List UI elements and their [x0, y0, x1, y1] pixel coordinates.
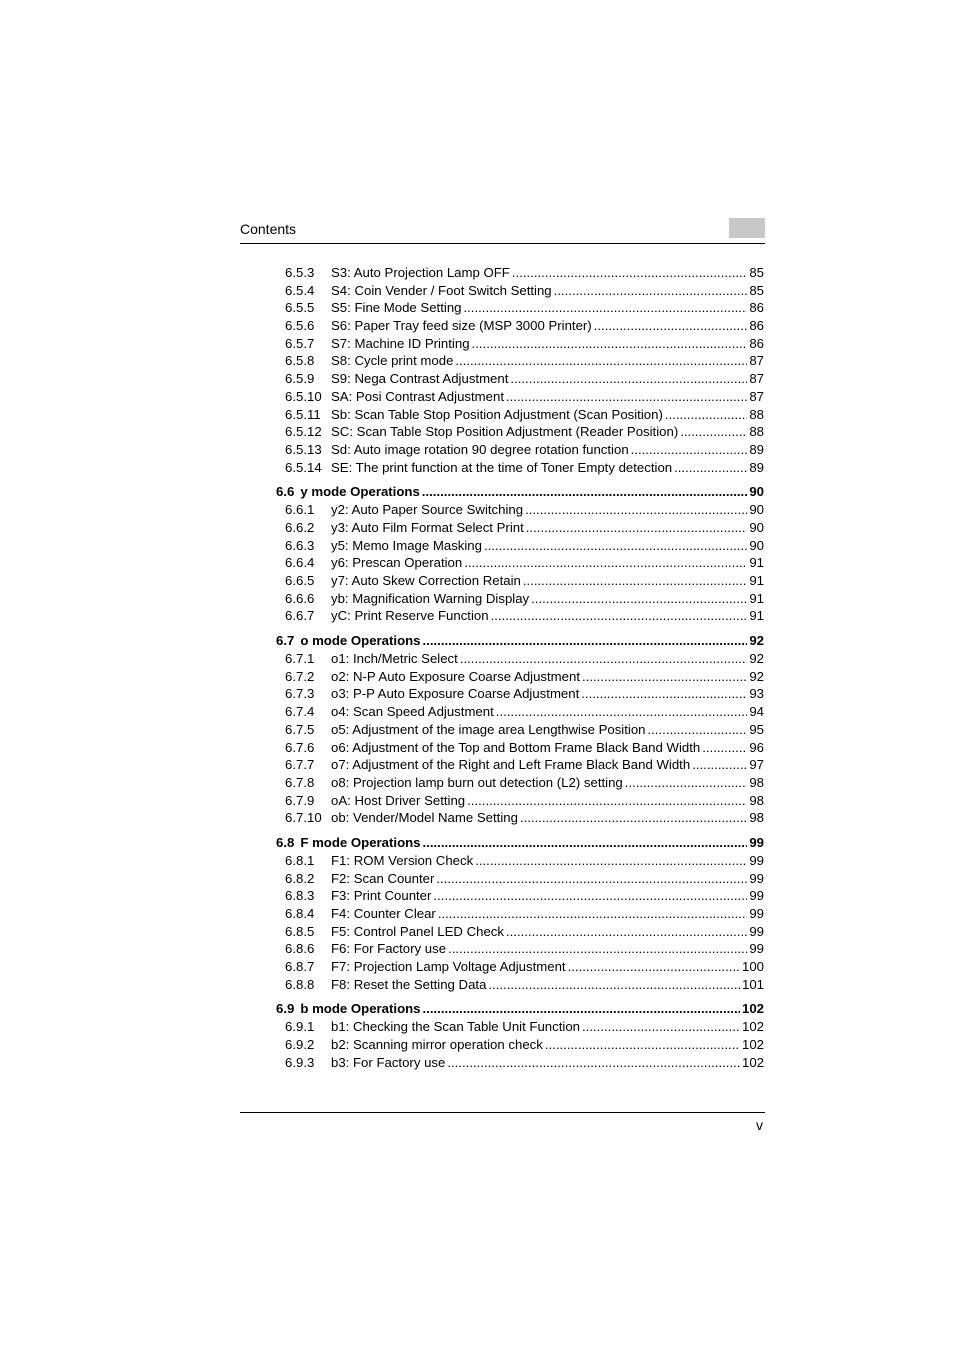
- toc-entry[interactable]: [276, 554, 764, 572]
- toc-entry[interactable]: [276, 1036, 764, 1054]
- leader-dots: [467, 792, 747, 810]
- entry-number: 6.5.5: [285, 300, 315, 316]
- entry-title: S4: Coin Vender / Foot Switch Setting: [331, 282, 552, 298]
- toc-entry[interactable]: [276, 976, 764, 994]
- leader-dots: [423, 834, 748, 852]
- entry-title: F6: For Factory use: [331, 941, 447, 957]
- entry-title: y2: Auto Paper Source Switching: [331, 502, 524, 518]
- toc-entry[interactable]: [276, 852, 764, 870]
- entry-number: 6.5.9: [285, 371, 315, 387]
- entry-page: 92: [749, 651, 764, 667]
- entry-number: 6.6.3: [285, 537, 315, 553]
- entry-title: yb: Magnification Warning Display: [331, 590, 530, 606]
- entry-page: 98: [749, 792, 764, 808]
- toc-entry[interactable]: [276, 887, 764, 905]
- entry-number: 6.5.7: [285, 335, 315, 351]
- toc-entry[interactable]: [276, 423, 764, 441]
- entry-page: 94: [749, 704, 764, 720]
- toc-section-heading[interactable]: [276, 483, 764, 501]
- toc-entry[interactable]: [276, 756, 764, 774]
- toc-entry[interactable]: [276, 905, 764, 923]
- toc-entry[interactable]: [276, 870, 764, 888]
- toc-entry[interactable]: [276, 501, 764, 519]
- leader-dots: [423, 632, 748, 650]
- leader-dots: [491, 607, 748, 625]
- leader-dots: [455, 352, 747, 370]
- entry-page: 99: [749, 834, 764, 850]
- entry-title: yC: Print Reserve Function: [331, 608, 489, 624]
- toc-entry[interactable]: [276, 809, 764, 827]
- entry-number: 6.8.1: [285, 852, 315, 868]
- entry-title: o mode Operations: [300, 633, 421, 649]
- leader-dots: [692, 756, 747, 774]
- toc-section-heading[interactable]: [276, 834, 764, 852]
- leader-dots: [594, 317, 748, 335]
- toc-entry[interactable]: [276, 282, 764, 300]
- entry-number: 6.6.2: [285, 519, 315, 535]
- entry-page: 91: [749, 590, 764, 606]
- entry-page: 102: [741, 1054, 764, 1070]
- entry-title: o4: Scan Speed Adjustment: [331, 704, 494, 720]
- entry-title: b3: For Factory use: [331, 1054, 446, 1070]
- leader-dots: [702, 739, 747, 757]
- leader-dots: [581, 685, 747, 703]
- toc-entry[interactable]: [276, 774, 764, 792]
- entry-page: 90: [749, 519, 764, 535]
- entry-number: 6.5.3: [285, 265, 315, 280]
- entry-page: 90: [749, 502, 764, 518]
- entry-number: 6.7.10: [285, 810, 322, 826]
- entry-title: F4: Counter Clear: [331, 906, 436, 921]
- toc-entry[interactable]: [276, 537, 764, 555]
- entry-number: 6.8.4: [285, 906, 315, 921]
- entry-title: F3: Print Counter: [331, 888, 432, 904]
- entry-page: 89: [749, 441, 764, 457]
- entry-page: 99: [749, 906, 764, 921]
- entry-number: 6.8.7: [285, 959, 315, 975]
- entry-page: 99: [749, 941, 764, 957]
- toc-entry[interactable]: [276, 685, 764, 703]
- entry-number: 6.7.6: [285, 739, 315, 755]
- entry-number: 6.9.3: [285, 1054, 315, 1070]
- entry-number: 6.7: [276, 633, 295, 649]
- toc-entry[interactable]: [276, 1054, 764, 1072]
- entry-page: 91: [749, 555, 764, 571]
- leader-dots: [506, 923, 747, 941]
- leader-dots: [582, 668, 747, 686]
- table-of-contents: [276, 264, 764, 1079]
- toc-entry[interactable]: [276, 721, 764, 739]
- entry-page: 87: [749, 371, 764, 387]
- toc-entry[interactable]: [276, 572, 764, 590]
- entry-title: b1: Checking the Scan Table Unit Function: [331, 1019, 581, 1035]
- leader-dots: [422, 483, 748, 501]
- leader-dots: [510, 370, 747, 388]
- entry-title: oA: Host Driver Setting: [331, 792, 466, 808]
- leader-dots: [423, 1000, 740, 1018]
- leader-dots: [625, 774, 748, 792]
- entry-title: S6: Paper Tray feed size (MSP 3000 Printer): [331, 318, 592, 334]
- entry-number: 6.9: [276, 1001, 295, 1017]
- entry-page: 89: [749, 459, 764, 475]
- entry-number: 6.8.8: [285, 976, 315, 992]
- entry-number: 6.8: [276, 834, 295, 850]
- entry-number: 6.7.4: [285, 704, 315, 720]
- toc-entry[interactable]: [276, 668, 764, 686]
- entry-page: 93: [749, 686, 764, 702]
- entry-title: o2: N-P Auto Exposure Coarse Adjustment: [331, 668, 580, 684]
- leader-dots: [463, 299, 747, 317]
- entry-page: 97: [749, 757, 764, 773]
- toc-entry[interactable]: [276, 317, 764, 335]
- entry-number: 6.8.5: [285, 923, 315, 939]
- entry-title: S8: Cycle print mode: [331, 353, 454, 369]
- leader-dots: [531, 590, 747, 608]
- leader-dots: [496, 703, 748, 721]
- entry-number: 6.5.12: [285, 424, 322, 440]
- entry-number: 6.7.2: [285, 668, 315, 684]
- toc-section: [276, 834, 764, 994]
- entry-number: 6.8.6: [285, 941, 315, 957]
- entry-title: F mode Operations: [300, 834, 421, 850]
- entry-title: F7: Projection Lamp Voltage Adjustment: [331, 959, 566, 975]
- entry-number: 6.5.14: [285, 459, 322, 475]
- entry-title: o1: Inch/Metric Select: [331, 651, 458, 667]
- toc-entry[interactable]: [276, 958, 764, 976]
- toc-entry[interactable]: [276, 703, 764, 721]
- entry-title: SA: Posi Contrast Adjustment: [331, 388, 504, 404]
- leader-dots: [488, 976, 740, 994]
- toc-entry[interactable]: [276, 335, 764, 353]
- leader-dots: [582, 1018, 740, 1036]
- toc-entry[interactable]: [276, 590, 764, 608]
- entry-number: 6.7.7: [285, 757, 315, 773]
- leader-dots: [447, 1054, 740, 1072]
- entry-title: o7: Adjustment of the Right and Left Frame Black Band Width: [331, 757, 691, 773]
- entry-page: 102: [741, 1001, 764, 1017]
- leader-dots: [433, 887, 747, 905]
- entry-page: 99: [749, 923, 764, 939]
- leader-dots: [475, 852, 747, 870]
- entry-page: 91: [749, 608, 764, 624]
- toc-entry[interactable]: [276, 370, 764, 388]
- entry-title: o8: Projection lamp burn out detection (L2) setting: [331, 774, 623, 790]
- entry-title: F5: Control Panel LED Check: [331, 923, 504, 939]
- toc-entry[interactable]: [276, 441, 764, 459]
- entry-page: 88: [749, 424, 764, 440]
- page-header: [240, 218, 765, 244]
- entry-page: 99: [749, 852, 764, 868]
- toc-section: [276, 483, 764, 625]
- leader-dots: [680, 423, 747, 441]
- entry-page: 99: [749, 888, 764, 904]
- entry-number: 6.6.7: [285, 608, 315, 624]
- entry-number: 6.5.4: [285, 282, 315, 298]
- entry-title: o3: P-P Auto Exposure Coarse Adjustment: [331, 686, 580, 702]
- entry-number: 6.5.13: [285, 441, 322, 457]
- entry-title: F2: Scan Counter: [331, 870, 435, 886]
- toc-section: [276, 632, 764, 827]
- entry-title: Sb: Scan Table Stop Position Adjustment (Scan Position): [331, 406, 663, 422]
- entry-number: 6.6.4: [285, 555, 315, 571]
- toc-entry[interactable]: [276, 519, 764, 537]
- toc-entry[interactable]: [276, 352, 764, 370]
- entry-page: 86: [749, 335, 764, 351]
- toc-entry[interactable]: [276, 1018, 764, 1036]
- leader-dots: [460, 650, 748, 668]
- entry-title: o5: Adjustment of the image area Lengthwise Position: [331, 721, 646, 737]
- entry-page: 85: [749, 265, 764, 280]
- entry-page: 100: [741, 959, 764, 975]
- entry-page: 90: [749, 484, 764, 500]
- toc-entry[interactable]: [276, 406, 764, 424]
- entry-title: S9: Nega Contrast Adjustment: [331, 371, 509, 387]
- entry-page: 101: [741, 976, 764, 992]
- leader-dots: [674, 459, 747, 477]
- entry-number: 6.7.5: [285, 721, 315, 737]
- footer-page-number: v: [756, 1117, 763, 1133]
- toc-entry[interactable]: [276, 940, 764, 958]
- toc-section: [276, 264, 764, 476]
- entry-number: 6.5.11: [285, 406, 321, 422]
- entry-number: 6.6.6: [285, 590, 315, 606]
- toc-section-heading[interactable]: [276, 1000, 764, 1018]
- leader-dots: [554, 282, 748, 300]
- entry-title: SC: Scan Table Stop Position Adjustment (Reader Position): [331, 424, 679, 440]
- entry-number: 6.5.8: [285, 353, 315, 369]
- leader-dots: [484, 537, 747, 555]
- toc-section-heading[interactable]: [276, 632, 764, 650]
- entry-page: 98: [749, 810, 764, 826]
- entry-number: 6.9.2: [285, 1037, 315, 1053]
- header-title: Contents: [240, 221, 297, 237]
- entry-title: y7: Auto Skew Correction Retain: [331, 573, 521, 588]
- entry-page: 91: [749, 573, 764, 588]
- entry-number: 6.7.8: [285, 774, 315, 790]
- entry-title: F1: ROM Version Check: [331, 852, 474, 868]
- entry-title: b2: Scanning mirror operation check: [331, 1037, 543, 1053]
- toc-entry[interactable]: [276, 388, 764, 406]
- entry-page: 92: [749, 668, 764, 684]
- entry-title: y3: Auto Film Format Select Print: [331, 519, 524, 535]
- entry-page: 86: [749, 300, 764, 316]
- entry-number: 6.7.9: [285, 792, 315, 808]
- entry-title: SE: The print function at the time of Toner Empty detection: [331, 459, 673, 475]
- toc-entry[interactable]: [276, 650, 764, 668]
- leader-dots: [631, 441, 748, 459]
- leader-dots: [512, 264, 747, 282]
- entry-title: S3: Auto Projection Lamp OFF: [331, 265, 510, 280]
- leader-dots: [525, 501, 747, 519]
- entry-page: 85: [749, 282, 764, 298]
- entry-number: 6.7.3: [285, 686, 315, 702]
- entry-number: 6.6: [276, 484, 295, 500]
- entry-number: 6.8.3: [285, 888, 315, 904]
- entry-title: y6: Prescan Operation: [331, 555, 463, 571]
- entry-page: 90: [749, 537, 764, 553]
- entry-title: F8: Reset the Setting Data: [331, 976, 487, 992]
- entry-number: 6.6.5: [285, 573, 315, 588]
- entry-number: 6.5.10: [285, 388, 322, 404]
- leader-dots: [545, 1036, 740, 1054]
- entry-page: 86: [749, 318, 764, 334]
- entry-page: 102: [741, 1037, 764, 1053]
- entry-title: S7: Machine ID Printing: [331, 335, 470, 351]
- entry-title: y5: Memo Image Masking: [331, 537, 482, 553]
- toc-entry[interactable]: [276, 607, 764, 625]
- entry-page: 99: [749, 870, 764, 886]
- entry-title: o6: Adjustment of the Top and Bottom Frame Black Band Width: [331, 739, 701, 755]
- leader-dots: [523, 572, 747, 590]
- entry-page: 87: [749, 353, 764, 369]
- entry-page: 95: [749, 721, 764, 737]
- toc-entry[interactable]: [276, 264, 764, 282]
- leader-dots: [436, 870, 747, 888]
- leader-dots: [448, 940, 747, 958]
- page-footer: [240, 1112, 765, 1133]
- leader-dots: [568, 958, 740, 976]
- entry-number: 6.8.2: [285, 870, 315, 886]
- toc-entry[interactable]: [276, 299, 764, 317]
- entry-number: 6.6.1: [285, 502, 315, 518]
- entry-page: 87: [749, 388, 764, 404]
- toc-entry[interactable]: [276, 792, 764, 810]
- entry-title: y mode Operations: [300, 484, 420, 500]
- leader-dots: [520, 809, 747, 827]
- leader-dots: [648, 721, 748, 739]
- entry-title: ob: Vender/Model Name Setting: [331, 810, 518, 826]
- toc-entry[interactable]: [276, 739, 764, 757]
- entry-number: 6.5.6: [285, 318, 315, 334]
- leader-dots: [526, 519, 748, 537]
- toc-entry[interactable]: [276, 459, 764, 477]
- leader-dots: [464, 554, 747, 572]
- entry-title: b mode Operations: [300, 1001, 421, 1017]
- entry-page: 102: [741, 1019, 764, 1035]
- entry-title: S5: Fine Mode Setting: [331, 300, 462, 316]
- leader-dots: [506, 388, 747, 406]
- entry-title: Sd: Auto image rotation 90 degree rotation function: [331, 441, 629, 457]
- toc-section: [276, 1000, 764, 1071]
- entry-page: 88: [749, 406, 764, 422]
- toc-entry[interactable]: [276, 923, 764, 941]
- leader-dots: [665, 406, 747, 424]
- entry-page: 92: [749, 633, 764, 649]
- entry-page: 96: [749, 739, 764, 755]
- leader-dots: [472, 335, 748, 353]
- header-tab-marker: [729, 218, 765, 238]
- entry-number: 6.7.1: [285, 651, 315, 667]
- entry-number: 6.9.1: [285, 1019, 315, 1035]
- entry-page: 98: [749, 774, 764, 790]
- leader-dots: [438, 905, 748, 923]
